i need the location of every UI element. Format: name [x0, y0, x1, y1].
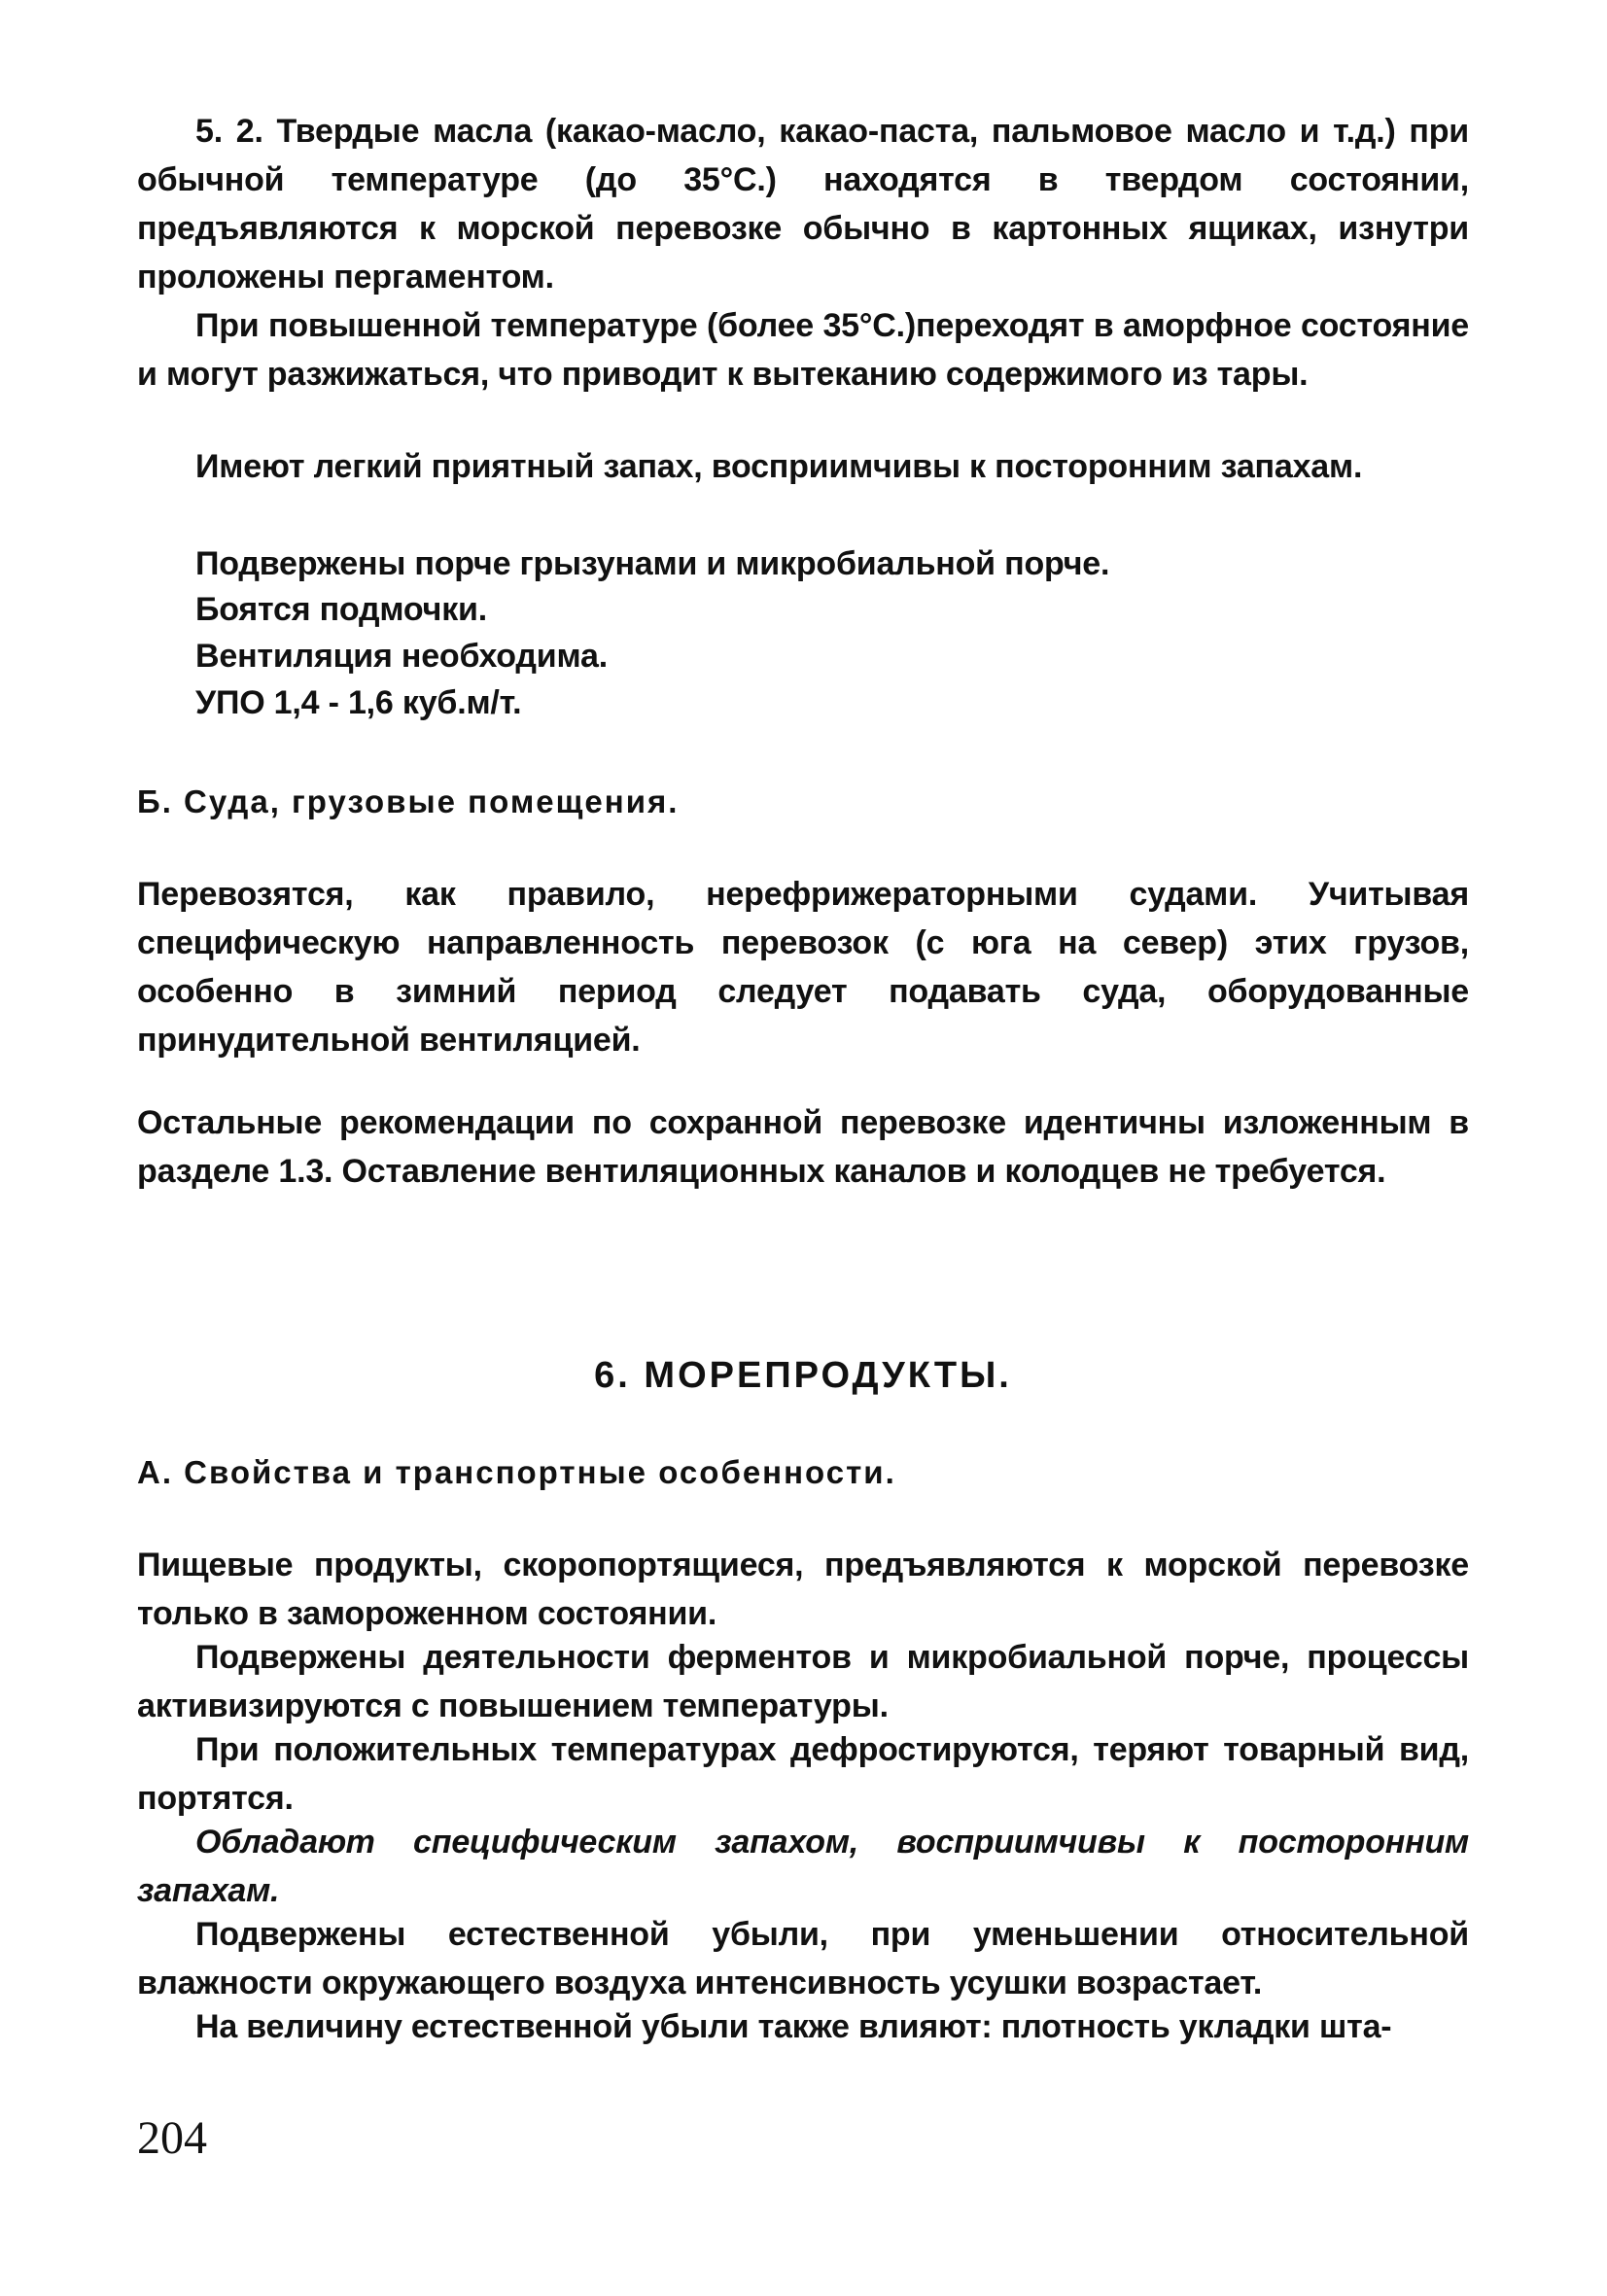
paragraph-solid-oils: 5. 2. Твердые масла (какао-масло, какао-паста, пальмовое масло и т.д.) при обычной температуре (до 35°С.) находятся в твердом состоянии, предъявляются к морской перевозке обычно в картонных ящиках, изнутри проложены пергаментом.	[137, 113, 1469, 296]
paragraph-recommendations: Остальные рекомендации по сохранной перевозке идентичны изложенным в разделе 1.3. Оставление вентиляционных каналов и колодцев не требуется.	[137, 1104, 1469, 1190]
paragraph-loss-factors: На величину естественной убыли также влияют: плотность укладки шта-	[195, 2008, 1392, 2045]
paragraph-natural-loss: Подвержены естественной убыли, при уменьшении относительной влажности окружающего воздуха интенсивность усушки возрастает.	[137, 1916, 1469, 2001]
paragraph-high-temperature: При повышенной температуре (более 35°С.)переходят в аморфное состояние и могут разжижаться, что приводит к вытеканию содержимого из тары.	[137, 307, 1469, 393]
section-heading-properties: А. Свойства и транспортные особенности.	[137, 1454, 896, 1490]
line-wetting: Боятся подмочки.	[195, 591, 487, 628]
paragraph-smell: Имеют легкий приятный запах, восприимчивы к посторонним запахам.	[195, 448, 1363, 485]
paragraph-defrost: При положительных температурах дефростируются, теряют товарный вид, портятся.	[137, 1731, 1469, 1817]
paragraph-vessels: Перевозятся, как правило, нерефрижераторными судами. Учитывая специфическую направленность перевозок (с юга на север) этих грузов, особенно в зимний период следует подавать суда, оборудованные принудительной вентиляцией.	[137, 876, 1469, 1059]
paragraph-enzymes: Подвержены деятельности ферментов и микробиальной порче, процессы активизируются с повышением температуры.	[137, 1639, 1469, 1724]
line-stowage-factor: УПО 1,4 - 1,6 куб.м/т.	[195, 684, 522, 721]
book-page	[137, 107, 1469, 2245]
paragraph-specific-smell: Обладают специфическим запахом, восприимчивы к посторонним запахам.	[137, 1824, 1469, 1909]
line-ventilation: Вентиляция необходима.	[195, 638, 608, 675]
line-rodents: Подвержены порче грызунами и микробиальной порче.	[195, 545, 1110, 582]
chapter-title-seafood: 6. МОРЕПРОДУКТЫ.	[594, 1355, 1012, 1396]
section-heading-vessels: Б. Суда, грузовые помещения.	[137, 783, 680, 819]
paragraph-perishable: Пищевые продукты, скоропортящиеся, предъявляются к морской перевозке только в замороженном состоянии.	[137, 1547, 1469, 1632]
page-number: 204	[137, 2112, 207, 2164]
